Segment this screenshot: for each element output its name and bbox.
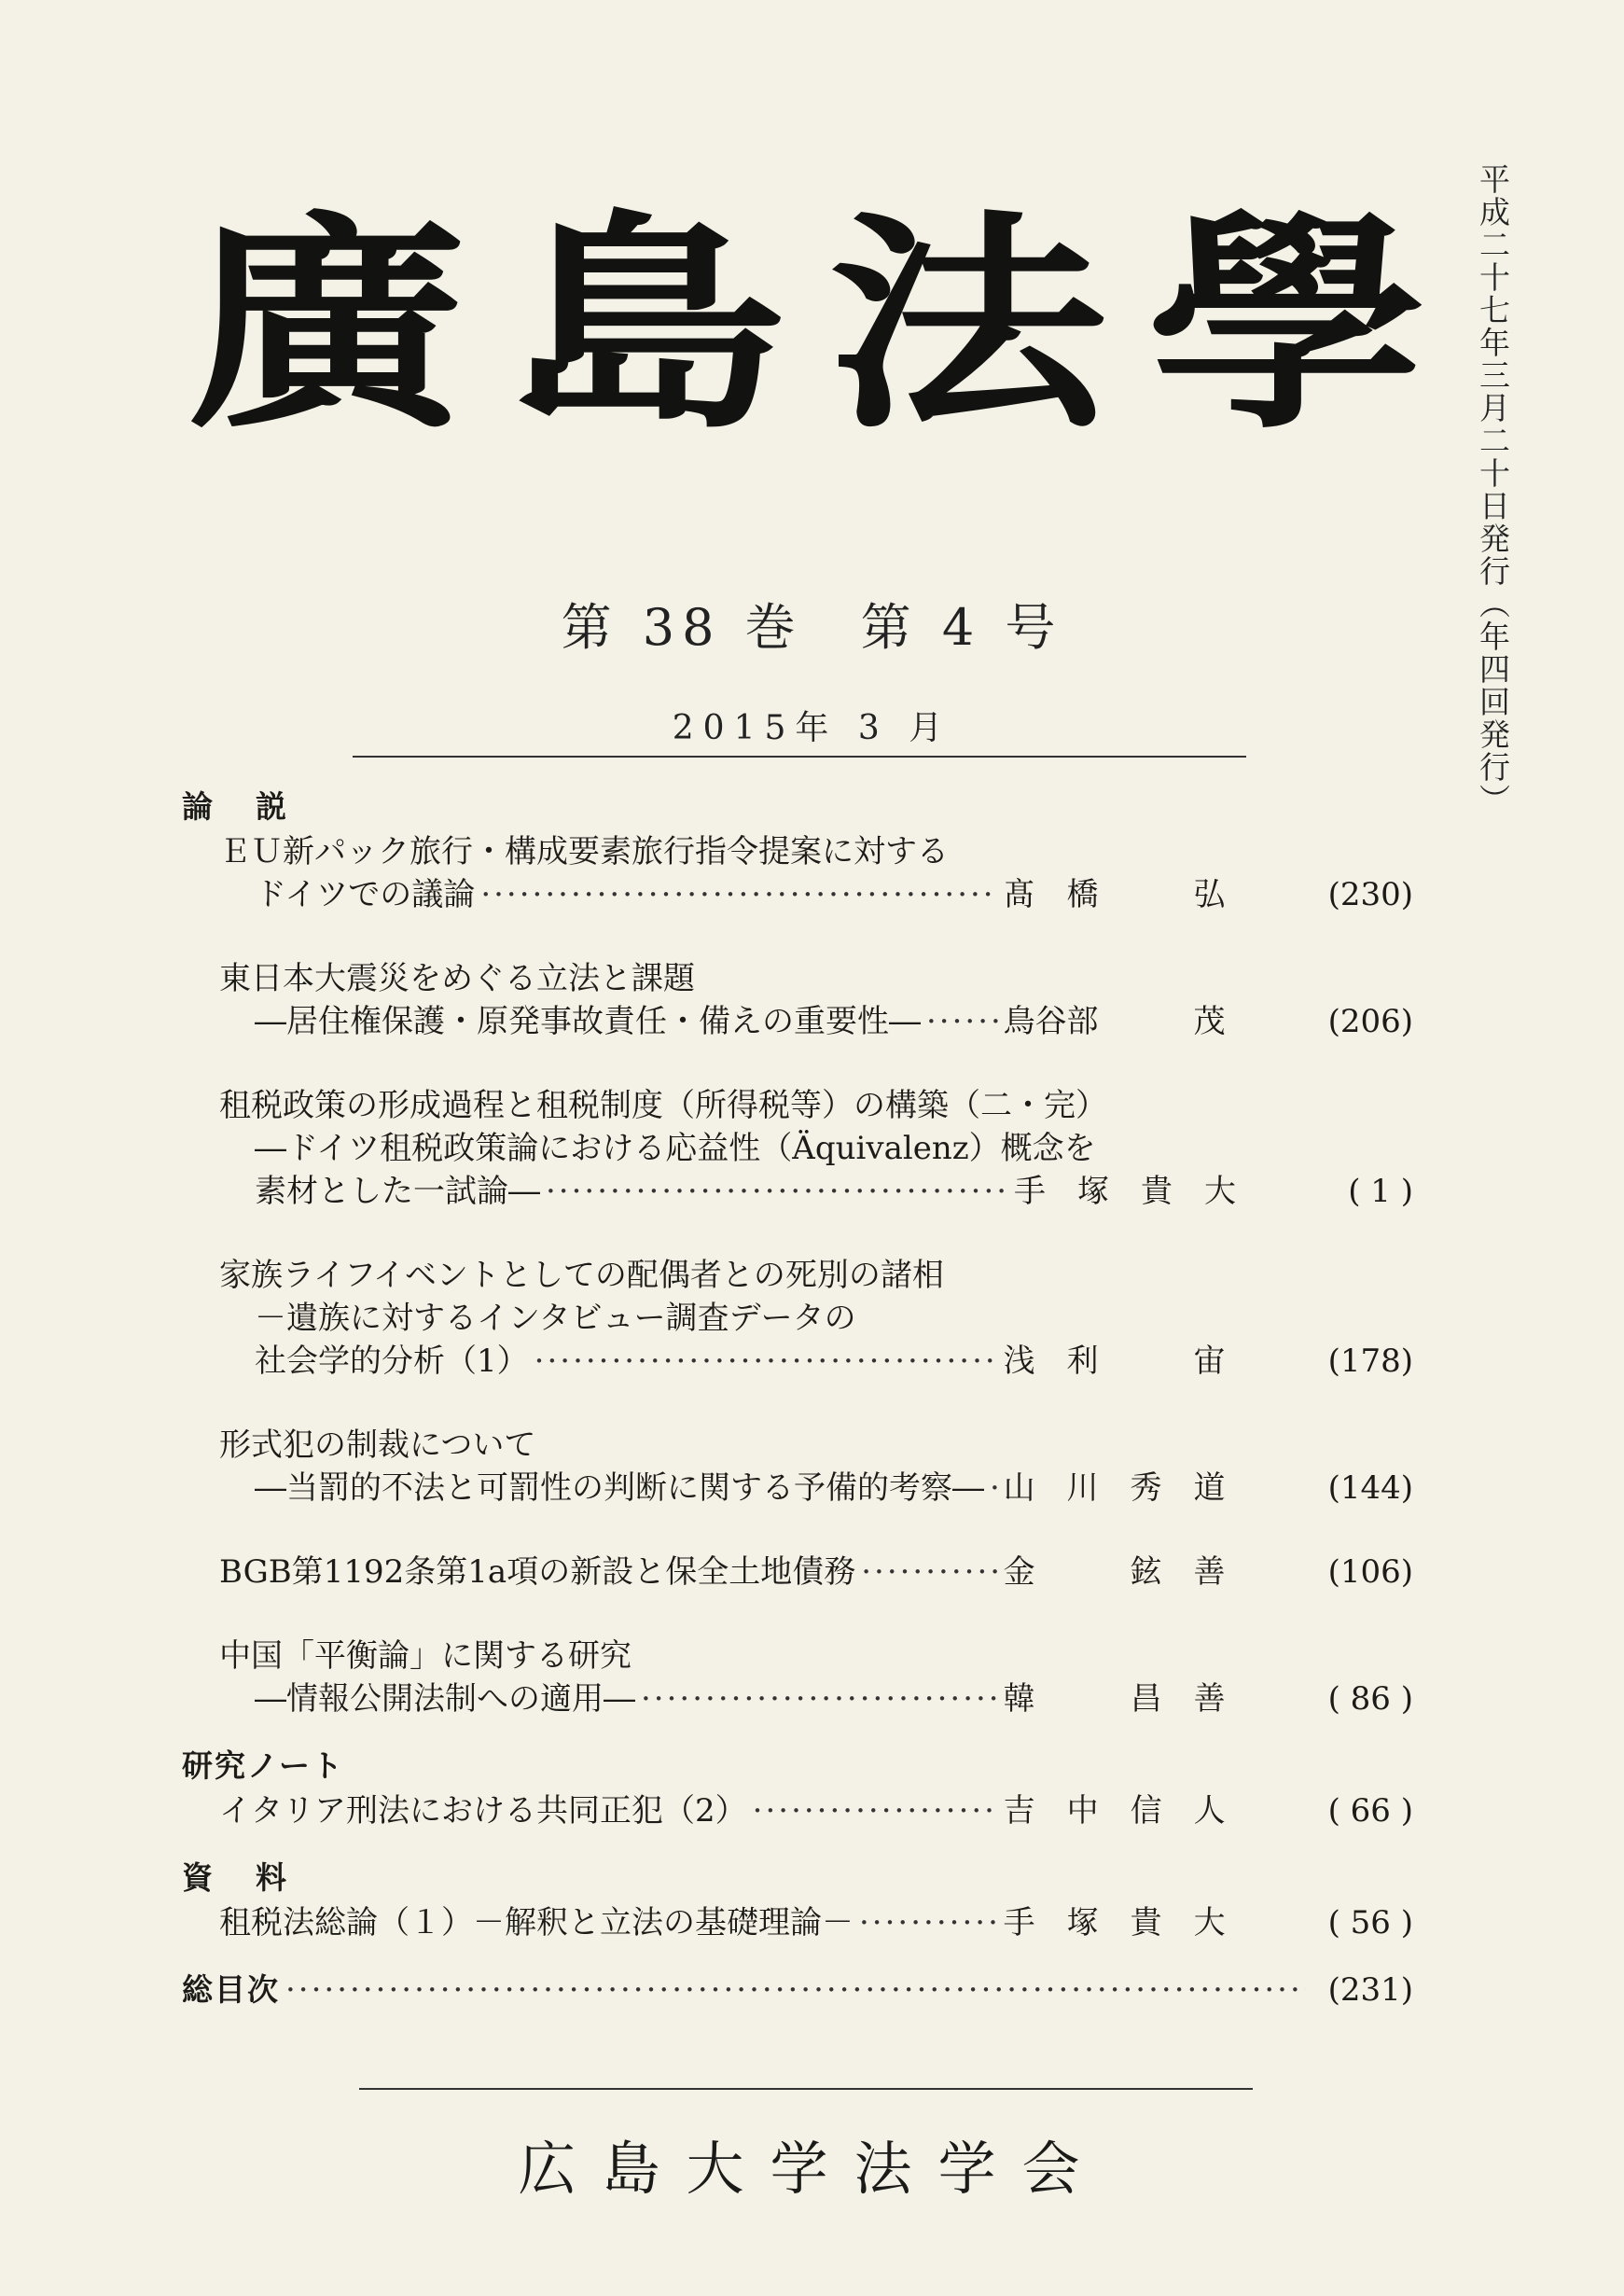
toc-entry[interactable]: [219, 1254, 1413, 1383]
toc-entry[interactable]: [219, 1635, 1413, 1720]
leader-dots: [859, 1901, 998, 1944]
entry-title-line: イタリア刑法における共同正犯（2）: [219, 1792, 747, 1830]
top-divider: [353, 756, 1246, 758]
general-index-entry[interactable]: [182, 1969, 1413, 2011]
entry-title-line: ―居住権保護・原発事故責任・備えの重要性―: [255, 1003, 921, 1040]
entry-title-line: ＥＵ新パック旅行・構成要素旅行指令提案に対する: [219, 833, 949, 870]
entry-page: (144): [1327, 1469, 1413, 1507]
entry-title-line: ―ドイツ租税政策論における応益性（Äquivalenz）概念を: [255, 1130, 1096, 1167]
table-of-contents: [182, 786, 1413, 2011]
general-index-label: 総目次: [182, 1971, 280, 2008]
toc-entry[interactable]: [219, 1424, 1413, 1510]
entry-title-line: 租税政策の形成過程と租税制度（所得税等）の構築（二・完）: [219, 1087, 1107, 1124]
section-heading-ronsetsu: 論説: [182, 788, 329, 825]
publication-note: 平成二十七年三月二十日発行（年四回発行）: [1475, 163, 1511, 816]
title-char-1: 廣: [187, 188, 466, 460]
leader-dots: [534, 1340, 998, 1383]
entry-title-line: ―当罰的不法と可罰性の判断に関する予備的考察―: [255, 1469, 984, 1507]
volume-issue: 第 38 巻 第 4 号: [561, 598, 1063, 657]
entry-author: 浅 利 宙: [1003, 1343, 1226, 1380]
entry-page: ( 86 ): [1327, 1680, 1413, 1718]
entry-title-line: 形式犯の制裁について: [219, 1426, 536, 1464]
title-char-2: 島: [507, 188, 787, 460]
general-index-page: (231): [1327, 1971, 1413, 2009]
entry-author: 鳥谷部 茂: [1003, 1003, 1226, 1040]
entry-author: 手 塚 貴 大: [1003, 1904, 1226, 1941]
entry-page: (206): [1327, 1003, 1413, 1040]
leader-dots: [861, 1551, 997, 1593]
entry-author: 吉 中 信 人: [1003, 1792, 1226, 1830]
toc-entry[interactable]: [219, 830, 1413, 916]
entry-title-line: 社会学的分析（1）: [255, 1343, 529, 1380]
entry-title-line: ―情報公開法制への適用―: [255, 1680, 635, 1718]
entry-title-line: 素材とした一試論―: [255, 1173, 540, 1210]
entry-page: ( 56 ): [1327, 1904, 1413, 1941]
issue-date: 2015年 3 月: [672, 709, 952, 747]
title-char-4: 學: [1146, 188, 1427, 460]
entry-title-line: 東日本大震災をめぐる立法と課題: [219, 960, 695, 997]
leader-dots: [641, 1677, 998, 1720]
entry-title-line: 家族ライフイベントとしての配偶者との死別の諸相: [219, 1257, 944, 1294]
entry-author: 山 川 秀 道: [1003, 1469, 1226, 1507]
leader-dots: [990, 1467, 998, 1510]
section-heading-research-note: 研究ノート: [182, 1747, 345, 1784]
leader-dots: [480, 873, 997, 916]
title-char-3: 法: [826, 188, 1107, 460]
entry-author: 韓 昌 善: [1003, 1680, 1226, 1718]
entry-author: 金 鉉 善: [1003, 1553, 1226, 1591]
journal-title: [187, 188, 1427, 490]
section-heading-materials: 資料: [182, 1859, 329, 1896]
toc-entry[interactable]: [219, 957, 1413, 1043]
entry-page: (178): [1327, 1343, 1413, 1380]
entry-page: (230): [1327, 876, 1413, 913]
toc-entry[interactable]: [219, 1789, 1413, 1832]
leader-dots: [753, 1789, 998, 1832]
entry-author: 手 塚 貴 大: [1014, 1173, 1236, 1210]
entry-page: ( 1 ): [1348, 1173, 1413, 1210]
entry-page: (106): [1327, 1553, 1413, 1591]
entry-title-line: 租税法総論（１）－解釈と立法の基礎理論－: [219, 1904, 854, 1941]
toc-entry[interactable]: [219, 1084, 1413, 1213]
bottom-divider: [359, 2088, 1253, 2090]
toc-entry[interactable]: [219, 1551, 1413, 1593]
entry-title-line: BGB第1192条第1a項の新設と保全土地債務: [219, 1553, 856, 1591]
toc-entry[interactable]: [219, 1901, 1413, 1944]
entry-title-line: ドイツでの議論: [255, 876, 476, 913]
entry-page: ( 66 ): [1327, 1792, 1413, 1830]
leader-dots: [546, 1170, 1008, 1213]
leader-dots: [285, 1969, 1306, 2011]
leader-dots: [926, 1000, 998, 1043]
entry-title-line: －遺族に対するインタビュー調査データの: [255, 1300, 856, 1337]
entry-author: 髙 橋 弘: [1003, 876, 1226, 913]
entry-title-line: 中国「平衡論」に関する研究: [219, 1637, 632, 1675]
publisher-name: 広島大学法学会: [518, 2135, 1106, 2203]
